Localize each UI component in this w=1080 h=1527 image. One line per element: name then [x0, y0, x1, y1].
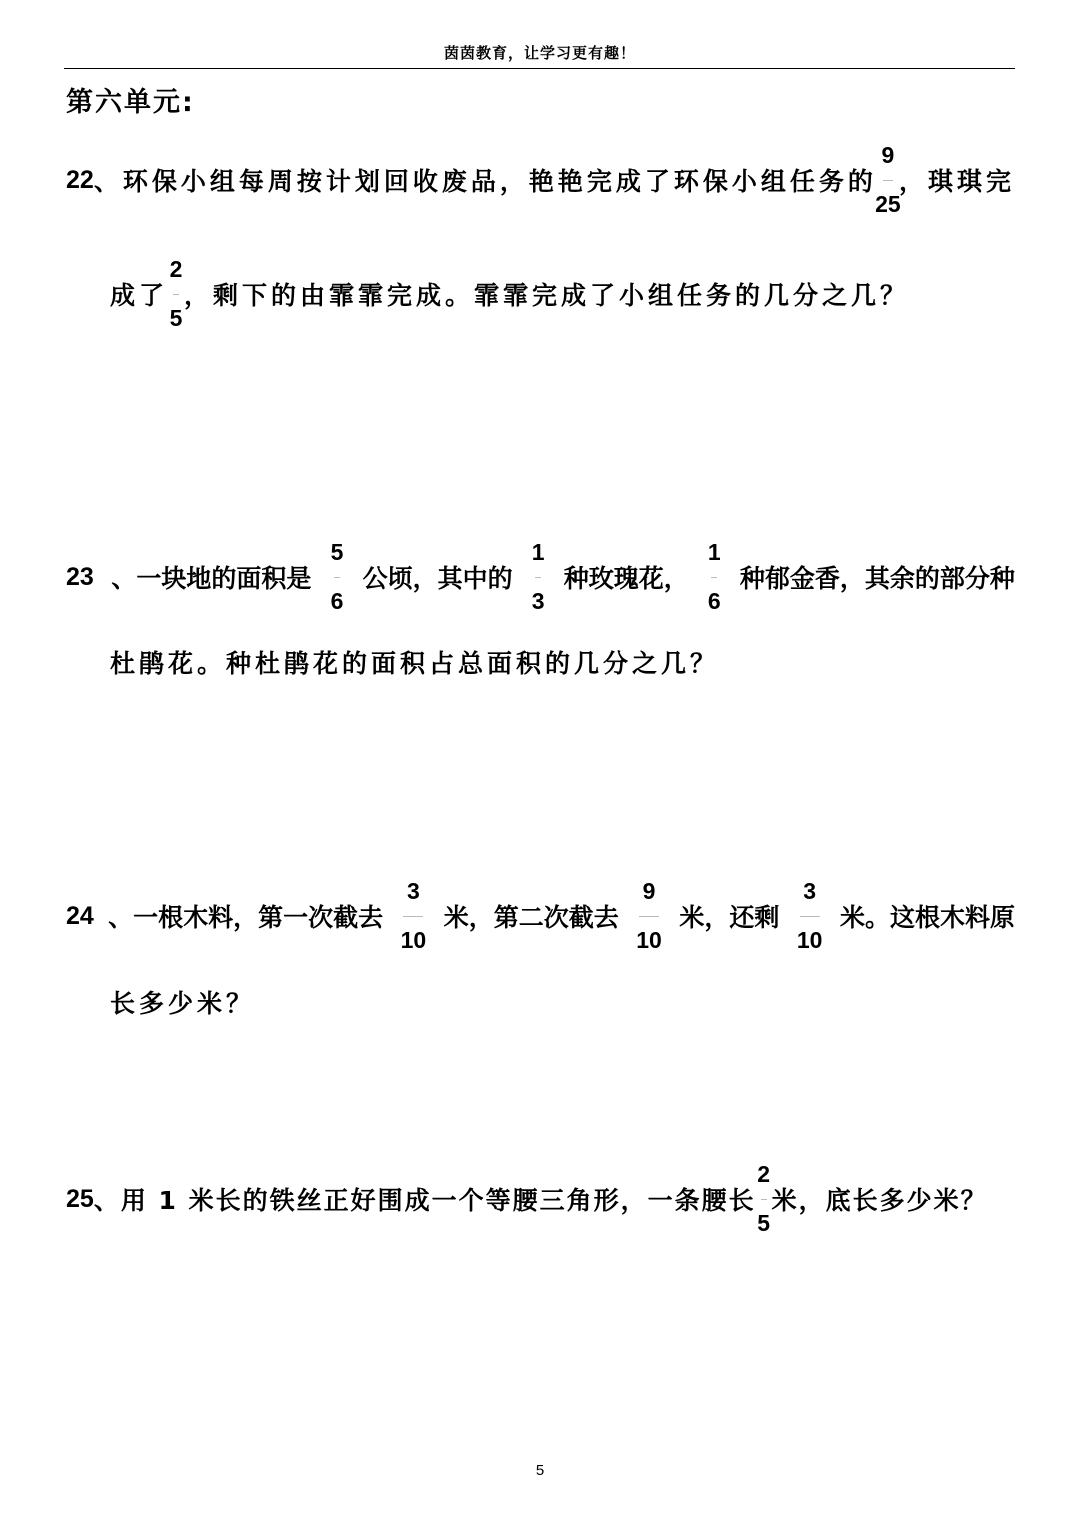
question-23-fraction-1 [330, 539, 344, 614]
fraction-denominator: 6 [707, 588, 721, 614]
question-23-number: 23 [66, 562, 94, 591]
question-23-fraction-2 [531, 539, 545, 614]
question-22-text-c: 成了 [110, 281, 169, 310]
fraction-bar [639, 916, 659, 917]
fraction-numerator: 9 [881, 142, 895, 168]
question-22-text-b: ，琪琪完 [898, 167, 1015, 196]
question-23-text-c: 种玫瑰花， [563, 564, 689, 593]
question-22-number: 22 [66, 165, 94, 194]
fraction-numerator: 9 [642, 878, 656, 904]
question-24-number: 24 [66, 901, 94, 930]
fraction-bar [761, 1199, 767, 1200]
page-number: 5 [535, 1462, 545, 1479]
question-22-text-a: 、环保小组每周按计划回收废品，艳艳完成了环保小组任务的 [93, 167, 877, 196]
question-23-text-b: 公顷，其中的 [362, 564, 513, 593]
question-24-line-2: 长多少米？ [110, 989, 256, 1018]
fraction-denominator: 10 [400, 927, 427, 953]
question-24-fraction-2 [635, 878, 663, 953]
question-23-fraction-3 [707, 539, 721, 614]
fraction-bar [173, 294, 179, 295]
question-23-text-a: 、一块地的面积是 [111, 564, 312, 593]
question-22-fraction-1 [875, 142, 901, 217]
question-24-text-d: 米。这根木料原 [839, 903, 1015, 932]
question-24-fraction-3 [796, 878, 824, 953]
fraction-numerator: 3 [803, 878, 817, 904]
fraction-bar [535, 577, 541, 578]
unit-title: 第六单元: [66, 87, 195, 118]
question-25-text-a: 、用 1 米长的铁丝正好围成一个等腰三角形，一条腰长 [93, 1186, 756, 1215]
question-25-number: 25 [66, 1184, 94, 1213]
fraction-bar [883, 180, 893, 181]
fraction-denominator: 10 [796, 927, 823, 953]
fraction-numerator: 5 [330, 539, 344, 565]
fraction-denominator: 3 [531, 588, 545, 614]
question-22-fraction-2 [169, 256, 183, 331]
question-23-text-d: 种郁金香，其余的部分种 [739, 564, 1015, 593]
fraction-denominator: 25 [875, 191, 901, 217]
fraction-numerator: 1 [707, 539, 721, 565]
question-25-fraction-1 [757, 1161, 771, 1236]
question-24-line-1 [66, 878, 1015, 953]
question-22-line-2 [110, 256, 1015, 331]
question-22-text-d: ，剩下的由霏霏完成。霏霏完成了小组任务的几分之几？ [184, 281, 910, 310]
fraction-bar [711, 577, 717, 578]
question-25-text-b: 米，底长多少米？ [771, 1186, 988, 1215]
question-24-text-b: 米，第二次截去 [443, 903, 619, 932]
question-24-text-c: 米，还剩 [679, 903, 780, 932]
fraction-denominator: 5 [169, 305, 183, 331]
fraction-numerator: 2 [169, 256, 183, 282]
question-24-text-a: 、一根木料，第一次截去 [108, 903, 384, 932]
question-25-line-1 [66, 1161, 1015, 1236]
fraction-denominator: 5 [757, 1210, 771, 1236]
fraction-bar [334, 577, 340, 578]
question-23-segment-1 [66, 563, 94, 592]
fraction-numerator: 2 [757, 1161, 771, 1187]
header-divider [64, 68, 1015, 69]
fraction-bar [403, 916, 423, 917]
question-23-line-2: 杜鹃花。种杜鹃花的面积占总面积的几分之几？ [110, 649, 720, 678]
question-24-fraction-1 [399, 878, 427, 953]
fraction-bar [800, 916, 820, 917]
fraction-denominator: 6 [330, 588, 344, 614]
fraction-denominator: 10 [636, 927, 662, 953]
fraction-numerator: 3 [407, 878, 420, 904]
question-22-line-1 [66, 142, 1015, 217]
question-23-line-1 [66, 539, 1015, 614]
fraction-numerator: 1 [531, 539, 545, 565]
header-text: 茵茵教育，让学习更有趣！ [443, 44, 636, 62]
